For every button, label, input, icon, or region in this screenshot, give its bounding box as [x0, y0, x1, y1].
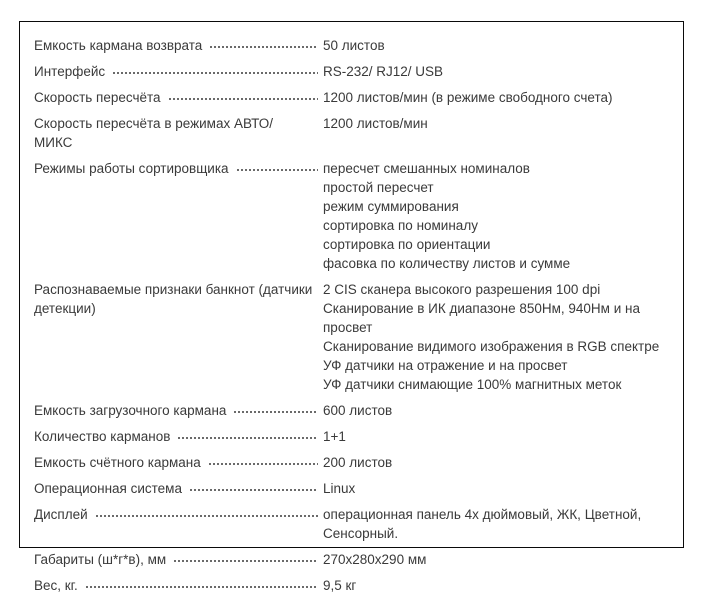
- spec-row: [34, 576, 669, 595]
- spec-value: 270х280х290 мм: [323, 552, 427, 567]
- spec-row: [34, 88, 669, 107]
- spec-label: Габариты (ш*г*в), мм: [34, 552, 167, 567]
- dot-leader: [95, 505, 318, 524]
- spec-value-column: [323, 427, 669, 446]
- spec-label-column: [34, 576, 323, 595]
- spec-row: [34, 36, 669, 55]
- spec-value: Сканирование в ИК диапазоне 850Нм, 940Нм и на просвет: [323, 301, 640, 335]
- spec-label: Интерфейс: [34, 64, 106, 79]
- spec-row: [34, 62, 669, 81]
- spec-value: операционная панель 4х дюймовый, ЖК, Цветной, Сенсорный.: [323, 507, 642, 541]
- spec-row: [34, 453, 669, 472]
- spec-label-column: [34, 479, 323, 498]
- spec-label: Емкость счётного кармана: [34, 455, 201, 470]
- spec-value: 1200 листов/мин: [323, 116, 428, 131]
- spec-label: Емкость загрузочного кармана: [34, 403, 227, 418]
- spec-label-column: [34, 505, 323, 524]
- spec-value-column: [323, 505, 669, 543]
- spec-label-column: [34, 62, 323, 81]
- spec-value: 1+1: [323, 429, 346, 444]
- spec-label: Распознаваемые признаки банкнот (датчики детекции): [34, 282, 313, 316]
- spec-label: Скорость пересчёта в режимах АВТО/МИКС: [34, 116, 273, 150]
- spec-label-column: [34, 114, 323, 152]
- dot-leader: [208, 453, 318, 472]
- spec-value: 200 листов: [323, 455, 393, 470]
- spec-label-column: [34, 36, 323, 55]
- dot-leader: [236, 159, 318, 178]
- spec-value: фасовка по количеству листов и сумме: [323, 256, 571, 271]
- spec-row: [34, 550, 669, 569]
- dot-leader: [177, 427, 318, 446]
- spec-row: [34, 114, 669, 152]
- spec-label-column: [34, 280, 323, 318]
- spec-value: Linux: [323, 481, 356, 496]
- dot-leader: [233, 401, 318, 420]
- spec-row: [34, 280, 669, 394]
- spec-value: УФ датчики на отражение и на просвет: [323, 358, 568, 373]
- spec-row: [34, 159, 669, 273]
- spec-value-column: [323, 576, 669, 595]
- spec-value: пересчет смешанных номиналов: [323, 161, 530, 176]
- spec-label-column: [34, 159, 323, 178]
- spec-value: 1200 листов/мин (в режиме свободного счета): [323, 90, 613, 105]
- spec-value: УФ датчики снимающие 100% магнитных меток: [323, 377, 622, 392]
- spec-label: Емкость кармана возврата: [34, 38, 203, 53]
- spec-value: простой пересчет: [323, 180, 434, 195]
- spec-value-column: [323, 62, 669, 81]
- spec-value: 600 листов: [323, 403, 393, 418]
- spec-label: Количество карманов: [34, 429, 171, 444]
- spec-value: 2 CIS сканера высокого разрешения 100 dpi: [323, 282, 601, 297]
- dot-leader: [85, 576, 318, 595]
- spec-value: RS-232/ RJ12/ USB: [323, 64, 444, 79]
- dot-leader: [189, 479, 318, 498]
- spec-value: Сканирование видимого изображения в RGB спектре: [323, 339, 660, 354]
- spec-value: 9,5 кг: [323, 578, 357, 593]
- spec-value-column: [323, 453, 669, 472]
- spec-value-column: [323, 88, 669, 107]
- spec-value-column: [323, 550, 669, 569]
- spec-value-column: [323, 401, 669, 420]
- spec-value: режим суммирования: [323, 199, 459, 214]
- spec-row: [34, 505, 669, 543]
- spec-row: [34, 427, 669, 446]
- spec-label-column: [34, 550, 323, 569]
- dot-leader: [168, 88, 318, 107]
- spec-label: Режимы работы сортировщика: [34, 161, 229, 176]
- spec-label-column: [34, 401, 323, 420]
- spec-label: Вес, кг.: [34, 578, 78, 593]
- spec-label: Скорость пересчёта: [34, 90, 161, 105]
- spec-label-column: [34, 453, 323, 472]
- spec-value-column: [323, 159, 669, 273]
- spec-label: Операционная система: [34, 481, 182, 496]
- spec-value: сортировка по ориентации: [323, 237, 491, 252]
- spec-value-column: [323, 280, 669, 394]
- spec-row: [34, 479, 669, 498]
- spec-row: [34, 401, 669, 420]
- spec-label: Дисплей: [34, 507, 88, 522]
- spec-label-column: [34, 427, 323, 446]
- spec-value: сортировка по номиналу: [323, 218, 478, 233]
- dot-leader: [173, 550, 318, 569]
- spec-value-column: [323, 114, 669, 133]
- dot-leader: [209, 36, 318, 55]
- spec-value-column: [323, 479, 669, 498]
- spec-value-column: [323, 36, 669, 55]
- spec-label-column: [34, 88, 323, 107]
- dot-leader: [112, 62, 318, 81]
- spec-value: 50 листов: [323, 38, 385, 53]
- spec-table: [19, 21, 684, 593]
